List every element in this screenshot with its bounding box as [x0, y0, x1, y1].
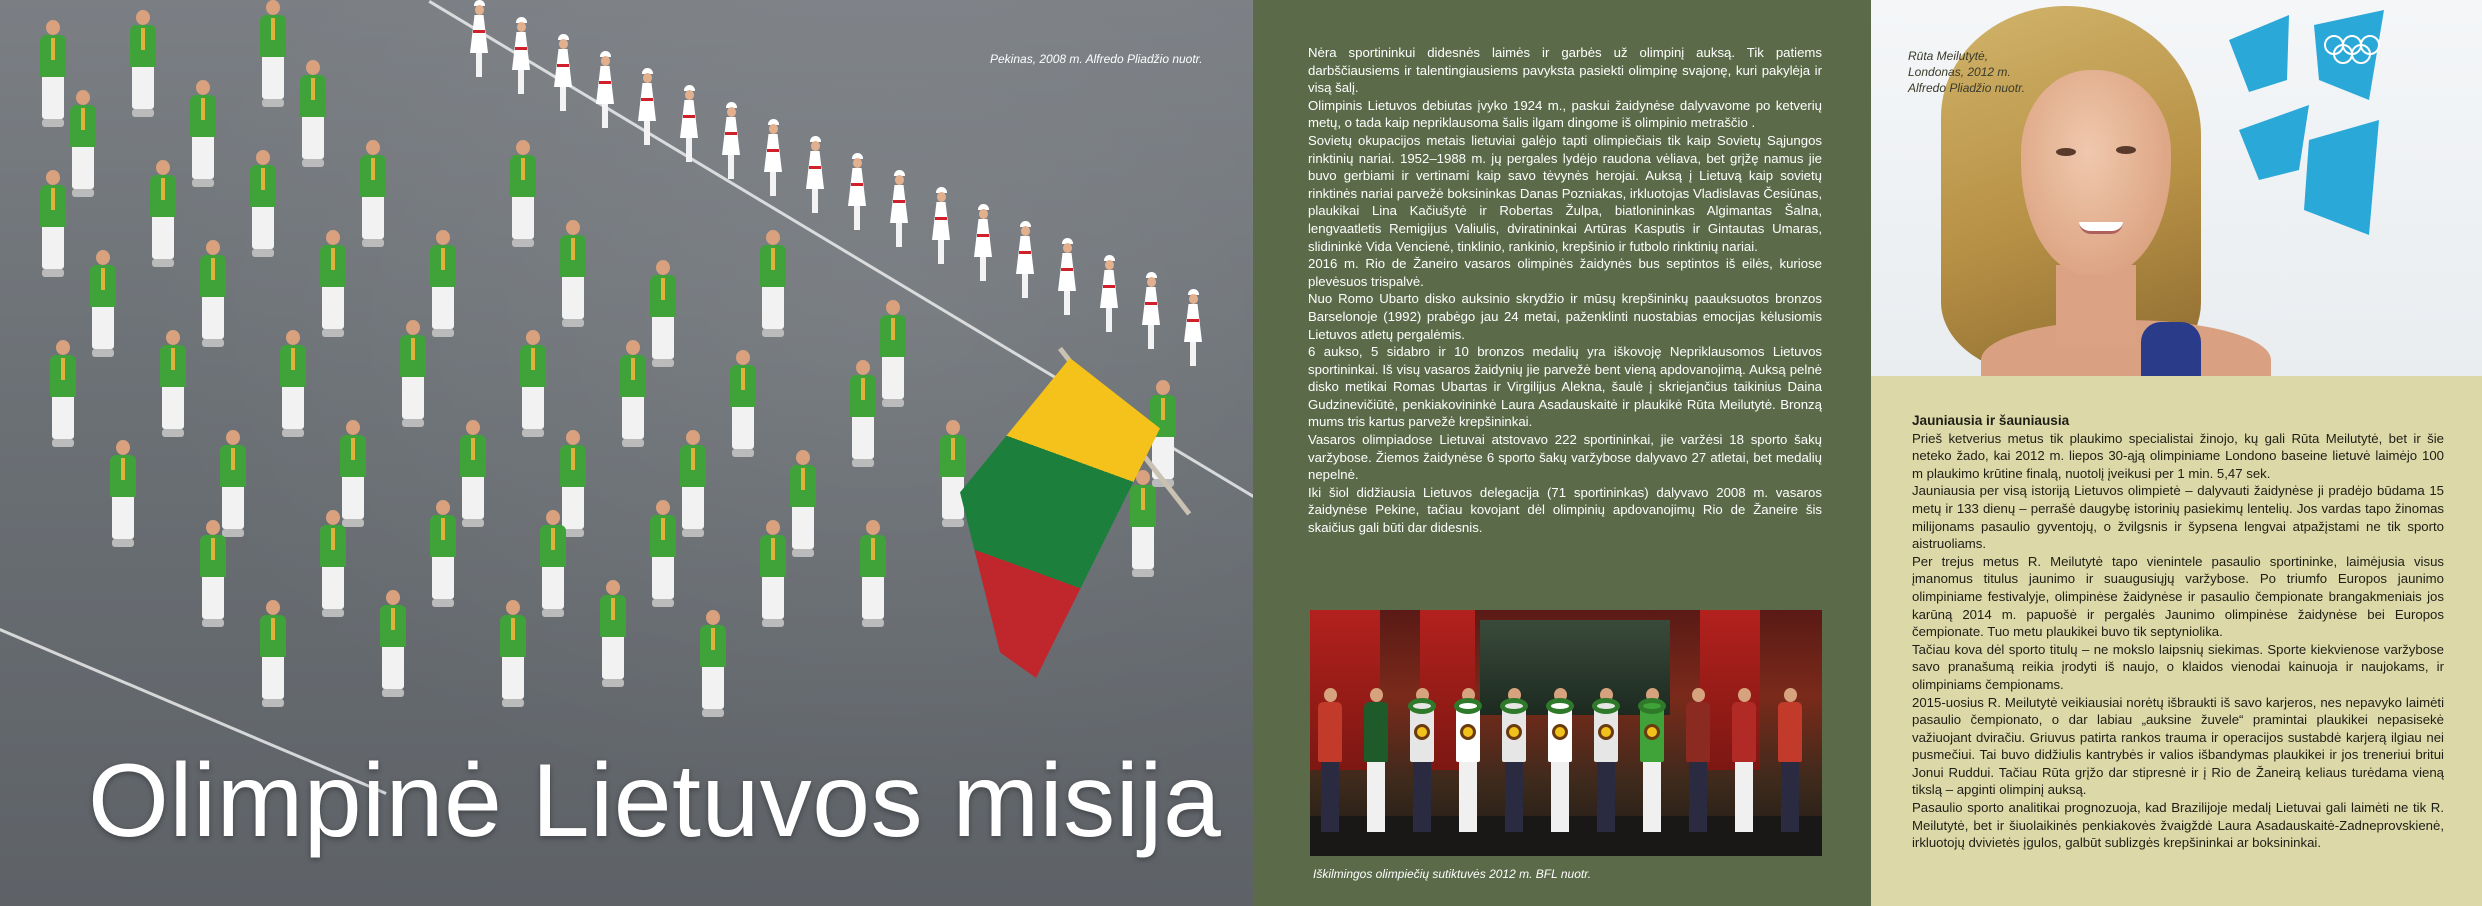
- paragraph: 2015-uosius R. Meilutytė veikiausiai norėtų išbraukti iš savo karjeros, nes nepavyko laimėti pasaulio čempionato, o dar labiau „auksine žuvele“ pramintai plaukikei nepasisekė važiuojant dviračiu. Griuvus patirta rankos trauma ir operacijos sustabdė karjerą ilgiau nei pusmečiui. Tai buvo didžiulis kantrybės ir valios išbandymas plaukikei ir jos treneriui britui Jonui Ruddui. Tačiau Rūta grįžo dar stipresnė ir į Rio de Žaneirą keliaus turėdama vieną tikslą – apginti olimpinį auksą.: [1912, 694, 2444, 798]
- athlete-figure: [400, 320, 426, 430]
- paragraph: Nuo Romo Ubarto disko auksinio skrydžio ir mūsų krepšininkų paauksuotos bronzos Barselonoje (1992) prabėgo jau 24 metai, paženklinti nuostabias emocijas kėlusiomis Lietuvos atletų pergalėmis.: [1308, 291, 1822, 342]
- ceremony-person: [1778, 688, 1802, 838]
- dancer-figure: [554, 34, 572, 114]
- caption-line: Rūta Meilutytė,: [1908, 49, 1989, 63]
- swimmer-face: [2021, 70, 2171, 275]
- paragraph: Nėra sportininkui didesnės laimės ir garbės už olimpinį auksą. Tik patiems darbščiausiems ir talentingiausiems pavyksta pasiekti olimpinę svajonę, kuri pakylėja ir visą šalį.: [1308, 45, 1822, 96]
- athlete-figure: [700, 610, 726, 720]
- caption-line: Alfredo Pliadžio nuotr.: [1908, 81, 2025, 95]
- athlete-figure: [190, 80, 216, 190]
- athlete-figure: [90, 250, 116, 360]
- athlete-figure: [430, 500, 456, 610]
- caption-line: Londonas, 2012 m.: [1908, 65, 2011, 79]
- dancer-figure: [932, 187, 950, 267]
- athlete-figure: [50, 340, 76, 450]
- ceremony-person: [1502, 688, 1526, 838]
- swimsuit-strap: [2141, 322, 2201, 376]
- athlete-figure: [300, 60, 326, 170]
- swimmer-portrait: [1871, 0, 2482, 376]
- athlete-figure: [320, 510, 346, 620]
- paragraph: Vasaros olimpiadose Lietuvai atstovavo 222 sportininkai, jie varžėsi 18 sporto šakų varžybose. Žiemos žaidynėse 6 sporto šakų varžybose dalyvavo 27 atletai, bet medalių nepelnė.: [1308, 432, 1822, 483]
- paragraph: 6 aukso, 5 sidabro ir 10 bronzos medalių yra iškovoję Nepriklausomos Lietuvos sportininkai. Iš visų vasaros žaidynių jie parvežė bent vieną apdovanojimą. Auksą pelnė disko metikai Romas Ubartas ir Virgilijus Alekna, šaulė į skriejančius taikinius Daina Gudzinevičiūtė, penkiakovininkė Laura Asadauskaitė ir plaukikė Rūta Meilutytė. Bronzą mums tris kartus parvežė krepšininkai.: [1308, 344, 1822, 430]
- photo-caption-ceremony: Iškilmingos olimpiečių sutiktuvės 2012 m. BFL nuotr.: [1313, 867, 1592, 881]
- athlete-figure: [760, 520, 786, 630]
- page-title: Olimpinė Lietuvos misija: [88, 743, 1222, 859]
- paragraph: Tačiau kova dėl sporto titulų – ne mokslo laipsnių siekimas. Sporte kiekvienose varžybose savo pranašumą reikia įrodyti iš naujo, o klaidos vienodai kainuoja ir naujokams, ir olimpiniams čempionams.: [1912, 641, 2444, 692]
- athlete-figure: [880, 300, 906, 410]
- dancer-figure: [722, 102, 740, 182]
- ceremony-person: [1732, 688, 1756, 838]
- swimmer-neck: [2056, 265, 2136, 345]
- athlete-figure: [360, 140, 386, 250]
- paragraph: Per trejus metus R. Meilutytė tapo vienintele pasaulio sportininke, laimėjusia visus įmanomus titulus jaunimo ir suaugusiųjų varžybose. Po triumfo Europos jaunimo olimpiniame festivalyje, olimpinėse žaidynėse ir pasaulio čempionate brangakmeniais jos karūną 2014 m. papuošė ir pergalės Jaunimo olimpinėse žaidynėse bei Europos čempionate. Tuo metu plaukikei buvo tik septyniolika.: [1912, 553, 2444, 640]
- right-text-panel: [1871, 0, 2482, 906]
- athlete-figure: [250, 150, 276, 260]
- ceremony-person: [1410, 688, 1434, 838]
- athlete-figure: [650, 260, 676, 370]
- dancer-figure: [638, 68, 656, 148]
- athlete-figure: [160, 330, 186, 440]
- athlete-figure: [130, 10, 156, 120]
- paragraph: Iki šiol didžiausia Lietuvos delegacija (71 sportininkas) dalyvavo 2008 m. vasaros žaidynėse Pekine, tačiau kovojant dėl olimpinių apdovanojimų Rio de Žaneire šis skaičius gali būti dar didesnis.: [1308, 484, 1822, 536]
- photo-caption-ruta: [1908, 48, 2025, 96]
- dancer-figure: [848, 153, 866, 233]
- ceremony-photo: [1310, 610, 1822, 856]
- paragraph: Sovietų okupacijos metais lietuviai galėjo tapti olimpiečiais tik kaip Sovietų Sąjungos rinktinių nariai. 1952–1988 m. jų pergales lydėjo raudona vėliava, bet grįžę namus jie buvo gerbiami ir vertinami kaip savo tėvynės herojai. Auksą į Lietuvą kaip sovietų rinktinės nariai parvežė boksininkas Danas Pozniakas, irkluotojas Vladislavas Česiūnas, plaukikai Lina Kačiušytė ir Robertas Žulpa, biatlonininkas Algimantas Šalna, lengvaatletis Remigijus Valiulis, dviratininkai Artūras Kasputis ir Gintautas Umaras, slidininkė Vida Vencienė, tinklinio, rankinio, krepšinio ir futbolo rinktinių nariai.: [1308, 132, 1822, 254]
- athlete-figure: [460, 420, 486, 530]
- photo-caption-beijing: Pekinas, 2008 m. Alfredo Pliadžio nuotr.: [990, 52, 1203, 66]
- paragraph: Olimpinis Lietuvos debiutas įvyko 1924 m., paskui žaidynėse dalyvavome po ketverių metų, o tada kaip nepriklausoma šalis ilgam dingome iš olimpinio metraščio .: [1308, 97, 1822, 131]
- paragraph: Jauniausia per visą istoriją Lietuvos olimpietė – dalyvauti žaidynėse ji pradėjo būdama 15 metų ir 133 dienų – perrašė daugybę istorinių pasiekimų lentelių. Jos vardas tapo žinomas milijonams pasaulio gyventojų, o žvilgsnis ir šypsena lengvai atpažįstami ne tik sporto aistruoliams.: [1912, 483, 2444, 552]
- athlete-figure: [200, 240, 226, 350]
- athlete-figure: [40, 20, 66, 130]
- dancer-figure: [1016, 221, 1034, 301]
- athlete-figure: [560, 220, 586, 330]
- dancer-figure: [596, 51, 614, 131]
- sidebar-article: [1912, 412, 2444, 852]
- athlete-figure: [760, 230, 786, 340]
- dancer-figure: [680, 85, 698, 165]
- athlete-figure: [200, 520, 226, 630]
- swimmer-eye: [2116, 146, 2136, 154]
- athlete-figure: [540, 510, 566, 620]
- athlete-figure: [730, 350, 756, 460]
- ceremony-person: [1318, 688, 1342, 838]
- dancer-figure: [1100, 255, 1118, 335]
- athlete-figure: [850, 360, 876, 470]
- dancer-figure: [1058, 238, 1076, 318]
- athlete-figure: [320, 230, 346, 340]
- athlete-figure: [40, 170, 66, 280]
- paragraph: Prieš ketverius metus tik plaukimo specialistai žinojo, kų gali Rūta Meilutytė, bet ir šie neteko žado, kai 2012 m. liepos 30-ąją olimpiniame Londono baseine lietuvė laimėjo 100 m plaukimo krūtine finalą, nuotolį įveikusi per 1 min. 5,47 sek.: [1912, 430, 2444, 481]
- athlete-figure: [430, 230, 456, 340]
- ceremony-person: [1640, 688, 1664, 838]
- swimmer-smile: [2079, 222, 2123, 234]
- athlete-figure: [510, 140, 536, 250]
- athlete-figure: [940, 420, 966, 530]
- athlete-figure: [380, 590, 406, 700]
- dancer-figure: [1142, 272, 1160, 352]
- athlete-figure: [650, 500, 676, 610]
- dancer-figure: [1184, 289, 1202, 369]
- athlete-figure: [110, 440, 136, 550]
- ceremony-person: [1686, 688, 1710, 838]
- dancer-figure: [512, 17, 530, 97]
- athlete-figure: [600, 580, 626, 690]
- athlete-figure: [790, 450, 816, 560]
- athlete-figure: [860, 520, 886, 630]
- middle-text-panel: [1253, 0, 1871, 906]
- athlete-figure: [680, 430, 706, 540]
- ceremony-person: [1548, 688, 1572, 838]
- dancer-figure: [974, 204, 992, 284]
- paragraph: 2016 m. Rio de Žaneiro vasaros olimpinės žaidynės bus septintos iš eilės, kuriose plevėsuos trispalvė.: [1308, 256, 1822, 289]
- ceremony-person: [1456, 688, 1480, 838]
- ceremony-person: [1364, 688, 1388, 838]
- athlete-figure: [150, 160, 176, 270]
- athlete-figure: [260, 0, 286, 110]
- london-2012-logo: [2219, 10, 2389, 245]
- athlete-figure: [280, 330, 306, 440]
- athlete-figure: [500, 600, 526, 710]
- dancer-figure: [470, 0, 488, 80]
- dancer-figure: [764, 119, 782, 199]
- athlete-figure: [70, 90, 96, 200]
- section-heading: Jauniausia ir šauniausia: [1912, 413, 2070, 428]
- athlete-figure: [520, 330, 546, 440]
- swimmer-eye: [2056, 148, 2076, 156]
- ceremony-person: [1594, 688, 1618, 838]
- athlete-figure: [260, 600, 286, 710]
- athlete-figure: [620, 340, 646, 450]
- dancer-figure: [806, 136, 824, 216]
- paragraph: Pasaulio sporto analitikai prognozuoja, kad Brazilijoje medalį Lietuvai gali laimėti ne tik R. Meilutytė, bet ir šiuolaikinės penkiakovės žvaigždė Laura Asadauskaitė-Zadneprovskienė, irkluotojų dvivietės įgulos, galbūt sublizgės krepšininkai ar boksininkai.: [1912, 800, 2444, 851]
- article-body: [1308, 44, 1822, 537]
- dancer-figure: [890, 170, 908, 250]
